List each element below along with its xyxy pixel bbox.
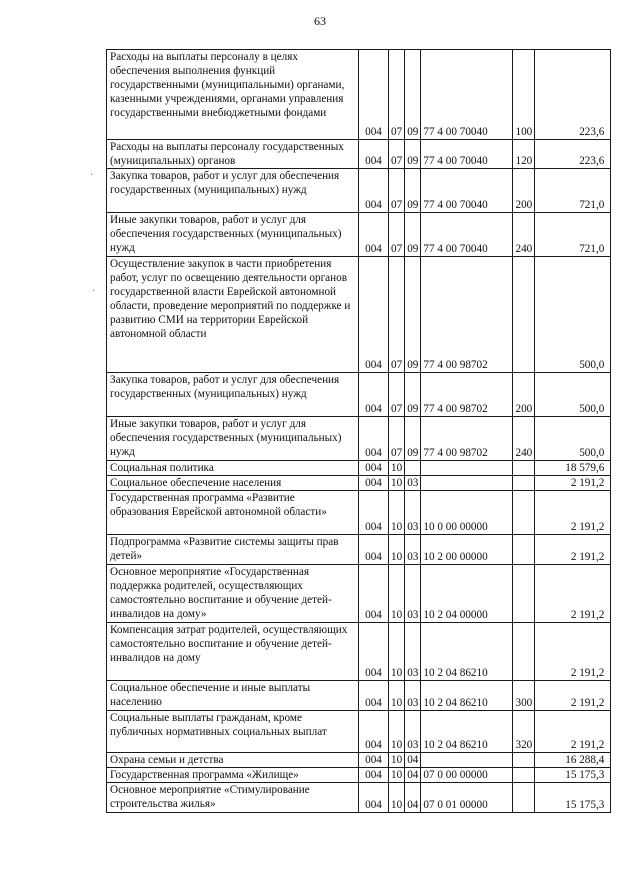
row-target-article: 77 4 00 70040 [421,169,513,213]
row-target-article: 10 2 04 86210 [421,681,513,711]
table-row [107,565,611,623]
row-amount: 2 191,2 [535,623,611,681]
row-target-article: 77 4 00 98702 [421,373,513,417]
row-grbs-code: 004 [359,783,389,813]
row-subsection-code: 09 [405,257,421,373]
row-name: Охрана семьи и детства [107,753,359,768]
row-grbs-code: 004 [359,565,389,623]
row-expense-type [513,476,535,491]
row-name: Осуществление закупок в части приобретения работ, услуг по освещению деятельности органов государственной власти Еврейской автономной области, проведение мероприятий по поддержке и развитию СМИ на территории Еврейской автономной области [107,257,359,373]
table-row [107,213,611,257]
row-grbs-code: 004 [359,50,389,140]
row-target-article: 10 2 04 00000 [421,565,513,623]
row-name: Компенсация затрат родителей, осуществляющих самостоятельно воспитание и обучение детей-инвалидов на дому [107,623,359,681]
row-target-article: 77 4 00 70040 [421,50,513,140]
row-subsection-code: 09 [405,417,421,461]
row-name: Социальное обеспечение и иные выплаты населению [107,681,359,711]
row-name: Закупка товаров, работ и услуг для обеспечения государственных (муниципальных) нужд [107,169,359,213]
row-subsection-code: 03 [405,491,421,535]
page-number: 63 [314,14,326,28]
row-amount: 2 191,2 [535,491,611,535]
row-name: Подпрограмма «Развитие системы защиты прав детей» [107,535,359,565]
row-expense-type: 240 [513,213,535,257]
row-grbs-code: 004 [359,768,389,783]
row-amount: 2 191,2 [535,565,611,623]
row-subsection-code: 09 [405,213,421,257]
row-name: Социальное обеспечение населения [107,476,359,491]
row-expense-type [513,257,535,373]
row-grbs-code: 004 [359,491,389,535]
table-row [107,681,611,711]
row-grbs-code: 004 [359,461,389,476]
table-row [107,476,611,491]
row-grbs-code: 004 [359,417,389,461]
row-target-article: 77 4 00 98702 [421,257,513,373]
row-amount: 721,0 [535,213,611,257]
row-section-code: 07 [389,213,405,257]
row-section-code: 10 [389,768,405,783]
row-amount: 223,6 [535,50,611,140]
row-target-article [421,461,513,476]
row-section-code: 10 [389,535,405,565]
row-section-code: 10 [389,711,405,753]
table-row [107,753,611,768]
row-subsection-code: 09 [405,50,421,140]
row-amount: 500,0 [535,257,611,373]
row-section-code: 10 [389,461,405,476]
row-name: Основное мероприятие «Стимулирование строительства жилья» [107,783,359,813]
row-grbs-code: 004 [359,140,389,169]
row-subsection-code: 03 [405,711,421,753]
row-subsection-code: 04 [405,783,421,813]
table-row [107,140,611,169]
table-row [107,491,611,535]
row-expense-type [513,753,535,768]
row-grbs-code: 004 [359,213,389,257]
row-amount: 16 288,4 [535,753,611,768]
row-expense-type [513,783,535,813]
row-grbs-code: 004 [359,169,389,213]
row-subsection-code: 03 [405,476,421,491]
row-name: Социальная политика [107,461,359,476]
row-amount: 15 175,3 [535,783,611,813]
row-target-article: 07 0 00 00000 [421,768,513,783]
row-amount: 18 579,6 [535,461,611,476]
row-target-article: 07 0 01 00000 [421,783,513,813]
row-section-code: 10 [389,783,405,813]
row-amount: 500,0 [535,417,611,461]
row-name: Иные закупки товаров, работ и услуг для обеспечения государственных (муниципальных) нужд [107,213,359,257]
row-expense-type: 200 [513,169,535,213]
row-grbs-code: 004 [359,257,389,373]
table-row [107,535,611,565]
row-expense-type [513,768,535,783]
row-subsection-code: 09 [405,169,421,213]
row-amount: 223,6 [535,140,611,169]
row-subsection-code: 03 [405,623,421,681]
row-subsection-code [405,461,421,476]
row-amount: 721,0 [535,169,611,213]
row-expense-type: 240 [513,417,535,461]
row-section-code: 07 [389,140,405,169]
table-row [107,711,611,753]
row-expense-type [513,491,535,535]
row-target-article [421,476,513,491]
row-grbs-code: 004 [359,711,389,753]
row-expense-type: 320 [513,711,535,753]
row-name: Иные закупки товаров, работ и услуг для обеспечения государственных (муниципальных) нужд [107,417,359,461]
row-subsection-code: 04 [405,768,421,783]
row-name: Основное мероприятие «Государственная поддержка родителей, осуществляющих самостоятельно воспитание и обучение детей-инвалидов на дому» [107,565,359,623]
row-subsection-code: 04 [405,753,421,768]
row-section-code: 10 [389,565,405,623]
table-row [107,373,611,417]
row-expense-type: 100 [513,50,535,140]
table-row [107,623,611,681]
row-target-article: 10 2 04 86210 [421,623,513,681]
row-grbs-code: 004 [359,476,389,491]
row-name: Расходы на выплаты персоналу государственных (муниципальных) органов [107,140,359,169]
table-row [107,783,611,813]
row-section-code: 07 [389,417,405,461]
table-row [107,461,611,476]
row-section-code: 07 [389,50,405,140]
row-expense-type [513,565,535,623]
scan-mark: · [92,286,96,297]
row-name: Социальные выплаты гражданам, кроме публичных нормативных социальных выплат [107,711,359,753]
row-target-article: 77 4 00 70040 [421,140,513,169]
row-grbs-code: 004 [359,535,389,565]
row-section-code: 10 [389,476,405,491]
table-row [107,417,611,461]
row-grbs-code: 004 [359,681,389,711]
row-subsection-code: 09 [405,140,421,169]
row-subsection-code: 03 [405,535,421,565]
row-amount: 500,0 [535,373,611,417]
row-name: Государственная программа «Развитие образования Еврейской автономной области» [107,491,359,535]
row-amount: 2 191,2 [535,711,611,753]
row-grbs-code: 004 [359,373,389,417]
row-target-article: 77 4 00 98702 [421,417,513,461]
row-target-article: 10 0 00 00000 [421,491,513,535]
row-section-code: 10 [389,623,405,681]
table-row [107,257,611,373]
row-name: Закупка товаров, работ и услуг для обеспечения государственных (муниципальных) нужд [107,373,359,417]
row-subsection-code: 09 [405,373,421,417]
row-subsection-code: 03 [405,681,421,711]
row-target-article: 77 4 00 70040 [421,213,513,257]
row-expense-type: 300 [513,681,535,711]
table-body [107,50,611,813]
row-grbs-code: 004 [359,753,389,768]
row-amount: 2 191,2 [535,535,611,565]
row-section-code: 10 [389,681,405,711]
row-amount: 2 191,2 [535,681,611,711]
row-target-article: 10 2 04 86210 [421,711,513,753]
table-row [107,768,611,783]
row-expense-type [513,623,535,681]
row-name: Государственная программа «Жилище» [107,768,359,783]
row-subsection-code: 03 [405,565,421,623]
row-amount: 15 175,3 [535,768,611,783]
row-section-code: 07 [389,373,405,417]
row-section-code: 07 [389,257,405,373]
row-section-code: 10 [389,753,405,768]
table-row [107,50,611,140]
row-amount: 2 191,2 [535,476,611,491]
row-expense-type: 200 [513,373,535,417]
row-expense-type: 120 [513,140,535,169]
row-section-code: 10 [389,491,405,535]
row-section-code: 07 [389,169,405,213]
table-row [107,169,611,213]
row-target-article: 10 2 00 00000 [421,535,513,565]
row-expense-type [513,535,535,565]
row-grbs-code: 004 [359,623,389,681]
row-target-article [421,753,513,768]
budget-table [106,49,611,813]
row-name: Расходы на выплаты персоналу в целях обеспечения выполнения функций государственными (муниципальными) органами, казенными учреждениями, органами управления государственными внебюджетными фондами [107,50,359,140]
scan-mark: · [90,170,94,181]
row-expense-type [513,461,535,476]
